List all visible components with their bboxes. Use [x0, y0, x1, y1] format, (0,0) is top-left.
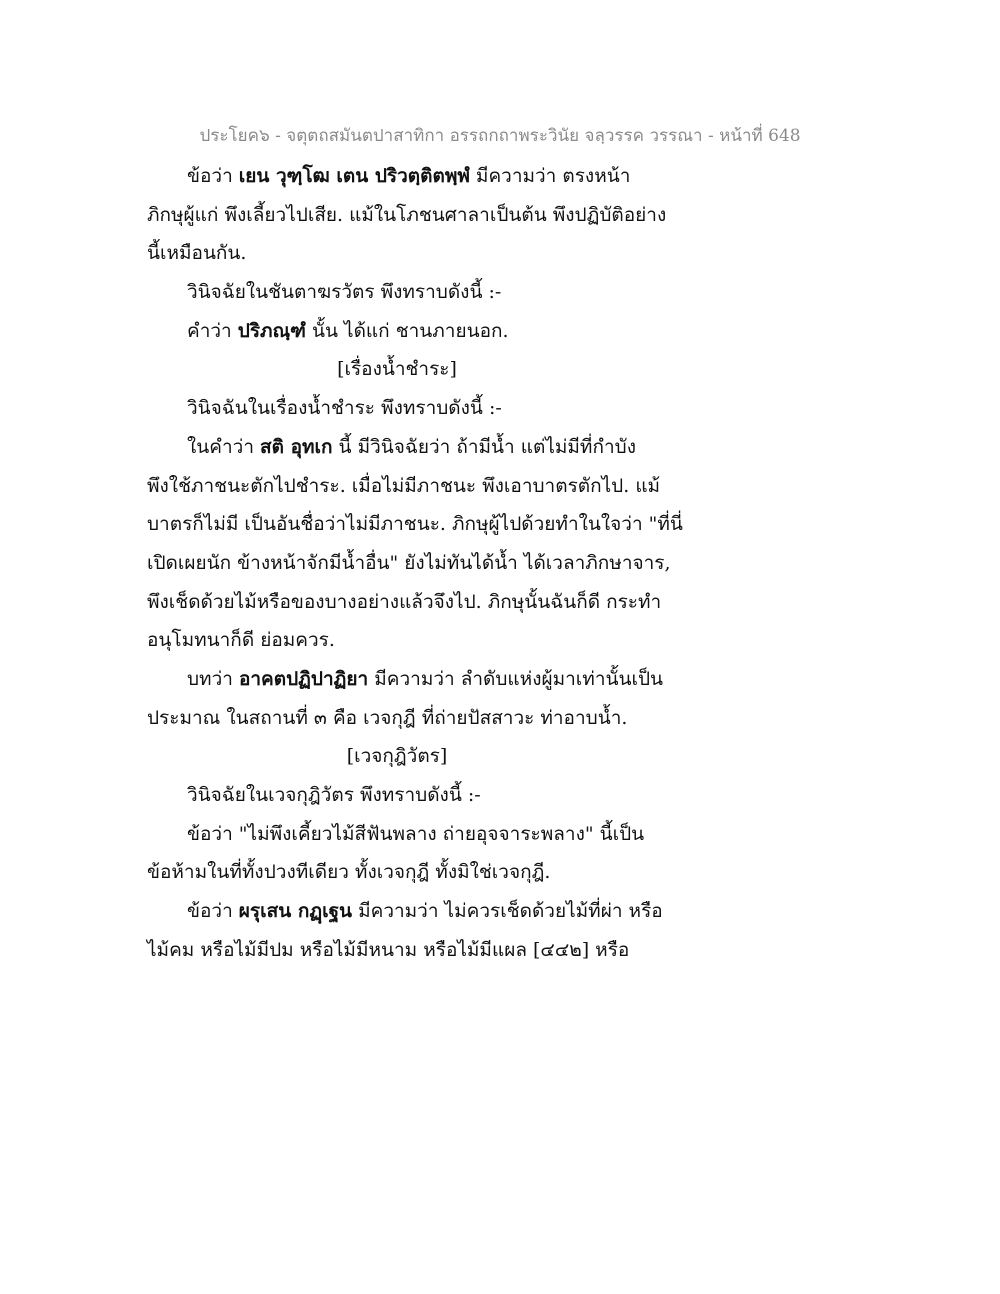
- text-line: อนุโมทนาก็ดี ย่อมควร.: [147, 629, 335, 652]
- text-line: ข้อว่า ผรุเสน กฏฺเฐน มีความว่า ไม่ควรเช็ดด้วยไม้ที่ผ่า หรือ: [187, 900, 663, 923]
- running-header: ประโยค๖ - จตุตถสมันตปาสาทิกา อรรถกถาพระวินัย จลฺวรรค วรรณา - หน้าที่ 648: [199, 126, 801, 146]
- text-line: ภิกษุผู้แก่ พึงเลี้ยวไปเสีย. แม้ในโภชนศาลาเป็นต้น พึงปฏิบัติอย่าง: [147, 203, 667, 226]
- text-line: บาตรก็ไม่มี เป็นอันชื่อว่าไม่มีภาชนะ. ภิกษุผู้ไปด้วยทำในใจว่า "ที่นี่: [147, 513, 683, 536]
- section-heading: [เวจกุฎิวัตร]: [346, 745, 448, 768]
- body-text: [147, 157, 707, 969]
- text-line: พึงใช้ภาชนะตักไปชำระ. เมื่อไม่มีภาชนะ พึงเอาบาตรตักไป. แม้: [147, 474, 661, 497]
- text-line: ประมาณ ในสถานที่ ๓ คือ เวจกุฎี ที่ถ่ายปัสสาวะ ท่าอาบน้ำ.: [147, 706, 628, 729]
- text-line: นี้เหมือนกัน.: [147, 242, 247, 265]
- text-line: วินิจฉัยในเวจกุฎิวัตร พึงทราบดังนี้ :-: [187, 784, 481, 806]
- text-line: คำว่า ปริภณฺฑํ นั้น ได้แก่ ชานภายนอก.: [187, 319, 509, 342]
- text-line: พึงเช็ดด้วยไม้หรือของบางอย่างแล้วจึงไป. ภิกษุนั้นฉันก็ดี กระทำ: [147, 590, 662, 613]
- text-line: ข้อว่า เยน วุฑฺโฒ เตน ปริวตฺติตพฺพํ มีความว่า ตรงหน้า: [187, 165, 631, 187]
- text-line: วินิจฉันในเรื่องน้ำชำระ พึงทราบดังนี้ :-: [187, 397, 502, 420]
- text-line: บทว่า อาคตปฏิปาฏิยา มีความว่า ลำดับแห่งผู้มาเท่านั้นเป็น: [187, 667, 664, 690]
- text-line: เปิดเผยนัก ข้างหน้าจักมีน้ำอื่น" ยังไม่ทันได้น้ำ ได้เวลาภิกษาจาร,: [147, 551, 671, 574]
- text-line: ในคำว่า สติ อุทเก นี้ มีวินิจฉัยว่า ถ้ามีน้ำ แต่ไม่มีที่กำบัง: [187, 435, 636, 458]
- text-line: ข้อห้ามในที่ทั้งปวงทีเดียว ทั้งเวจกุฎี ทั้งมิใช่เวจกุฎี.: [147, 861, 551, 884]
- text-line: ข้อว่า "ไม่พึงเคี้ยวไม้สีฟันพลาง ถ่ายอุจจาระพลาง" นี้เป็น: [187, 822, 645, 845]
- text-line: ไม้คม หรือไม้มีปม หรือไม้มีหนาม หรือไม้มีแผล [๔๔๒] หรือ: [147, 938, 630, 961]
- text-line: วินิจฉัยในชันตาฆรวัตร พึงทราบดังนี้ :-: [187, 281, 502, 304]
- section-heading: [เรื่องน้ำชำระ]: [337, 358, 457, 381]
